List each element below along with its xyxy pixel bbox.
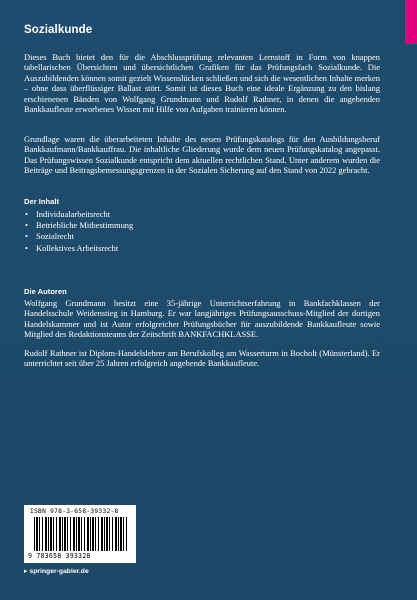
list-item: • Kollektives Arbeitsrecht (24, 243, 133, 254)
barcode-icon (34, 517, 128, 551)
isbn-text: ISBN 978-3-658-39332-8 (30, 508, 119, 515)
list-item: • Betriebliche Mitbestimmung (24, 220, 133, 231)
publisher-link[interactable] (24, 567, 89, 575)
contents-list (24, 209, 133, 254)
book-title: Sozialkunde (24, 24, 93, 36)
intro-paragraph: Dieses Buch bietet den für die Abschlussprüfung relevanten Lernstoff in Form von knappen tabellarischen Übersichten und übersichtlichen Grafiken für das Prüfungsfach Sozialkunde. Die Auszubildenden können somit gezielt Wissenslücken schließen und sich die wesentlichen Inhalte merken – ohne dass überflüssiger Ballast stört. Somit ist dieses Buch eine ideale Ergänzung zu den bislang erschienenen Bänden von Wolfgang Grundmann und Rudolf Rathner, in denen die angehenden Bankkaufleute erworbenes Wissen mit Hilfe von Aufgaben trainieren können. (24, 52, 380, 115)
list-item: • Sozialrecht (24, 231, 133, 242)
author-rathner-bio: Rudolf Rathner ist Diplom-Handelslehrer am Berufskolleg am Wasserturm in Bocholt (Münsterland). Er unterrichtet seit über 25 Jahren erfolgreich angehende Bankkaufleute. (24, 348, 380, 369)
barcode-digits: 9 783658 393328 (28, 552, 91, 560)
accent-bar (405, 0, 417, 44)
arrow-right-icon: ▸ (24, 568, 28, 575)
contents-heading: Der Inhalt (24, 197, 60, 206)
basis-paragraph: Grundlage waren die überarbeiteten Inhalte des neuen Prüfungskatalogs für den Ausbildungsberuf Bankkaufmann/Bankkauffrau. Die inhaltliche Gliederung wurde dem neuen Prüfungskatalog angepasst. Das Prüfungswissen Sozialkunde entspricht dem aktuellen rechtlichen Stand. Unter anderem wurden die Beiträge und Beitragsbemessungsgrenzen in der Sozialen Sicherung auf den Stand von 2022 gebracht. (24, 134, 380, 176)
list-item: • Individualarbeitsrecht (24, 209, 133, 220)
author-grundmann-bio: Wolfgang Grundmann besitzt eine 35-jährige Unterrichtserfahrung in Bankfachklassen der Handelsschule Weidenstieg in Hamburg. Er war langjähriges Prüfungsausschuss-Mitglied der dortigen Handelskammer und ist Autor erfolgreicher Prüfungsbücher für auszubildende Bankkaufleute sowie Mitglied des Redaktionsteams der Zeitschrift BANKFACHKLASSE. (24, 298, 380, 340)
publisher-url: springer-gabler.de (29, 568, 89, 575)
authors-heading: Die Autoren (24, 287, 67, 296)
barcode-box (24, 505, 136, 563)
